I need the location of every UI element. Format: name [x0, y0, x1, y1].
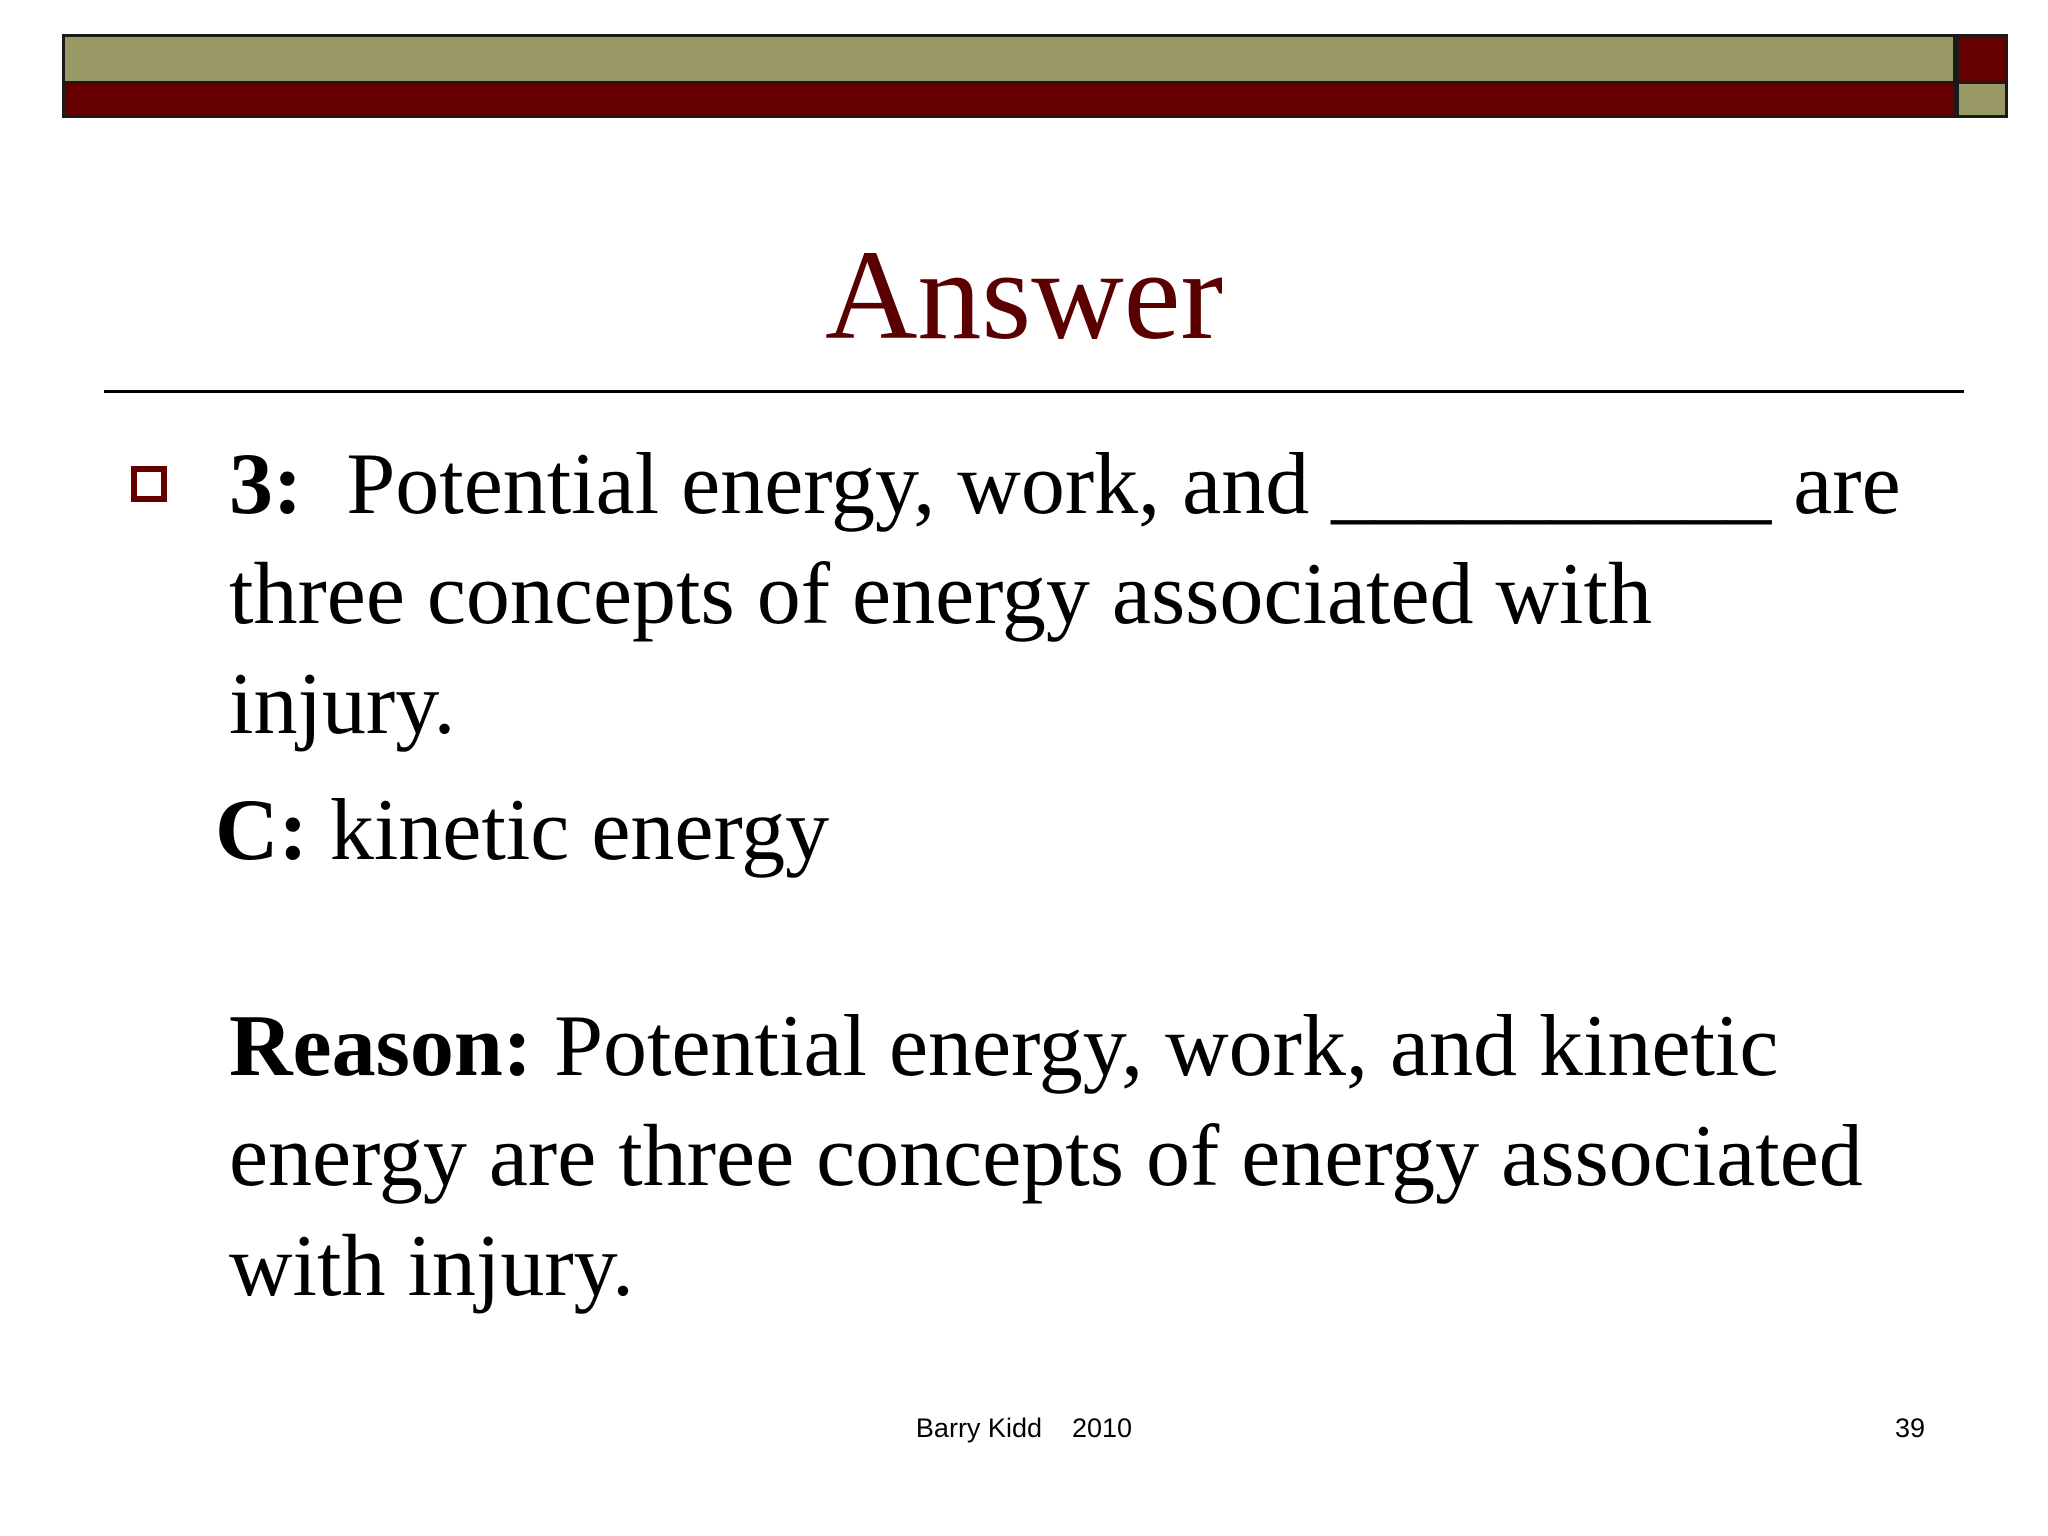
- footer-year: 2010: [1072, 1413, 1133, 1443]
- header-corner-olive-square: [1956, 84, 2008, 118]
- square-bullet-icon: [131, 466, 167, 502]
- question-line-2: three concepts of energy associated with: [229, 546, 1652, 643]
- answer-label: C:: [215, 782, 308, 879]
- slide-title: Answer: [824, 224, 1224, 366]
- question-line-1: [229, 430, 1929, 540]
- header-corner-maroon-square: [1956, 34, 2008, 84]
- reason-line-3: with injury.: [229, 1218, 634, 1315]
- header-bar-maroon: [62, 84, 1956, 118]
- question-number: 3:: [229, 436, 303, 533]
- reason-text: [229, 992, 1863, 1322]
- answer-value: kinetic energy: [329, 782, 830, 879]
- question-line-3: injury.: [229, 656, 456, 753]
- header-bar-olive: [62, 34, 1956, 84]
- reason-line-2: energy are three concepts of energy associated: [229, 1108, 1863, 1205]
- question-text: [229, 430, 1929, 760]
- footer-credit: [0, 1412, 2048, 1444]
- answer-text: [215, 776, 829, 886]
- footer-author: Barry Kidd: [915, 1413, 1042, 1443]
- reason-line-1-text: Potential energy, work, and kinetic: [554, 998, 1779, 1095]
- title-divider: [104, 390, 1964, 393]
- question-line-1-text: Potential energy, work, and __________ are: [346, 436, 1901, 533]
- reason-line-1: [229, 992, 1863, 1102]
- page-number: 39: [1894, 1413, 1925, 1443]
- reason-label: Reason:: [229, 998, 533, 1095]
